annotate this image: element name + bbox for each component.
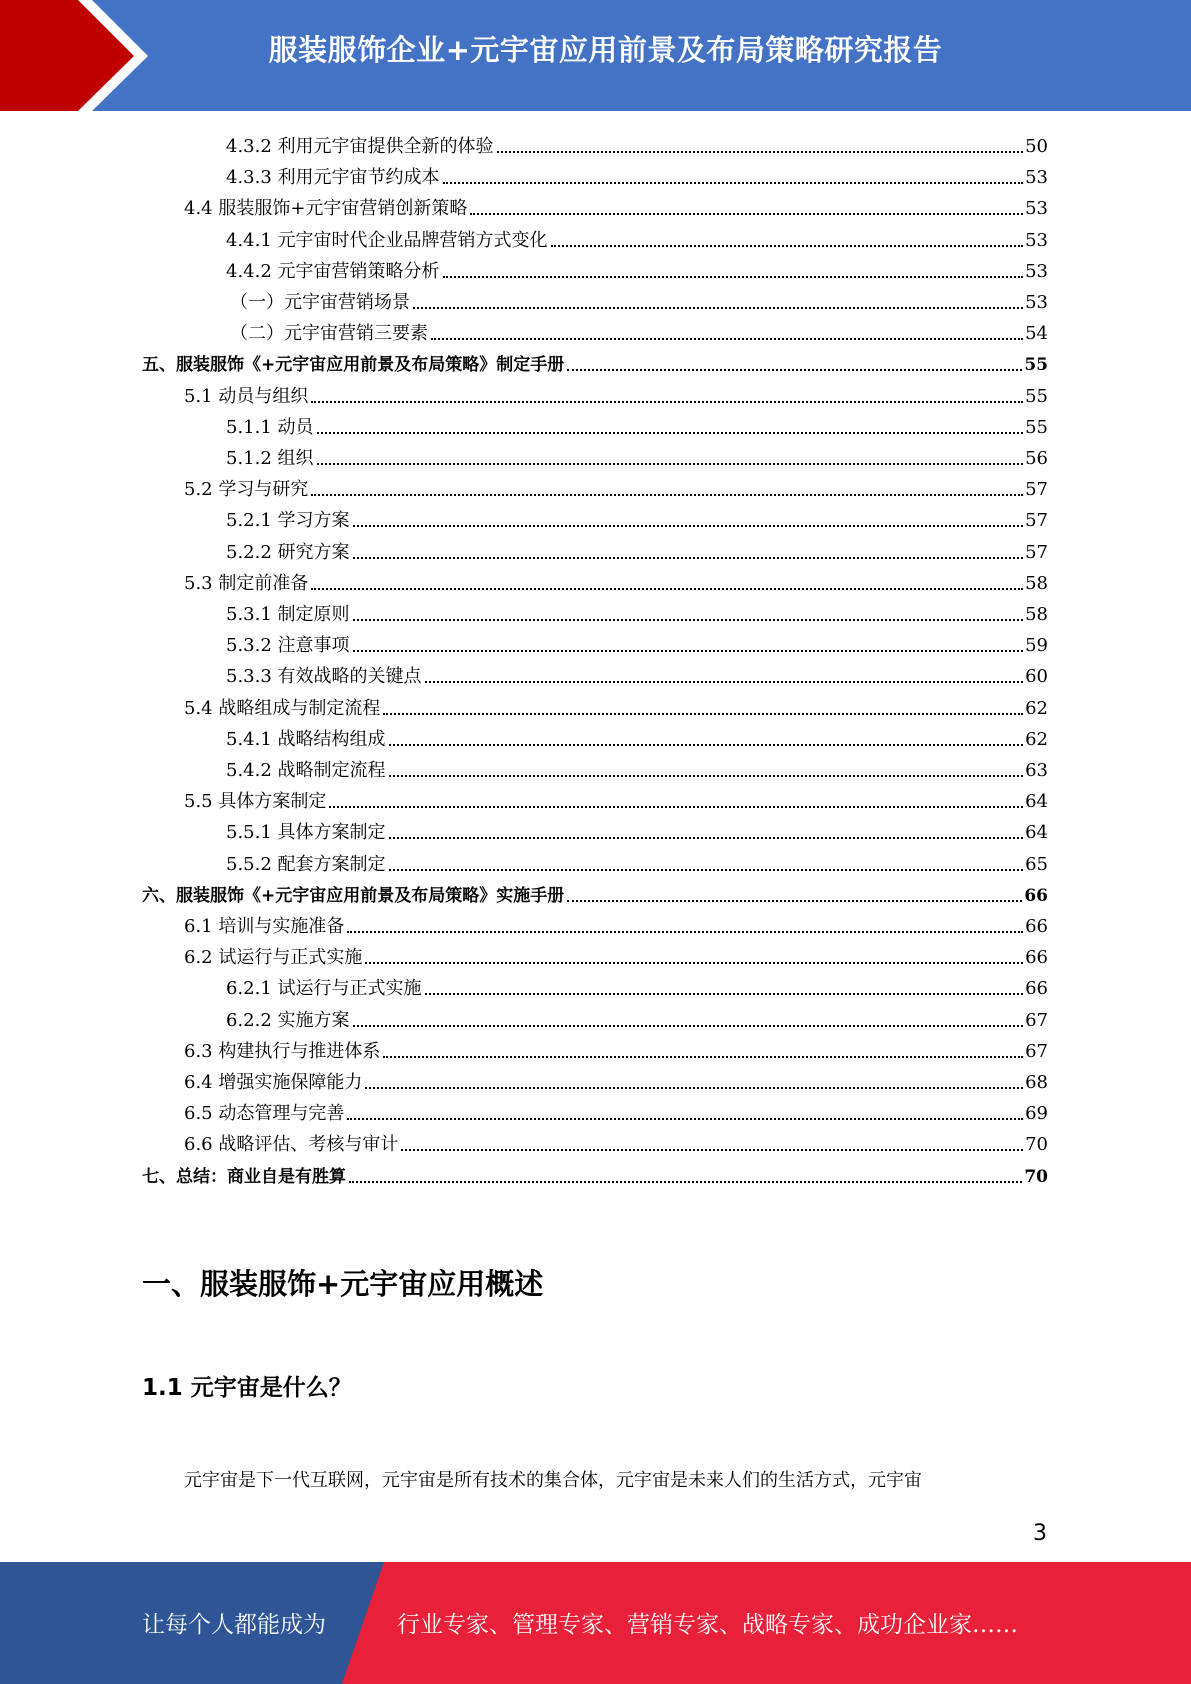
toc-leader-dots	[365, 962, 1023, 964]
toc-entry[interactable]	[226, 720, 1048, 751]
toc-entry-page: 66	[1025, 978, 1048, 1000]
toc-entry[interactable]	[226, 252, 1048, 283]
body-paragraph: 元宇宙是下一代互联网，元宇宙是所有技术的集合体，元宇宙是未来人们的生活方式，元宇宙	[184, 1470, 922, 1491]
toc-entry-page: 66	[1024, 885, 1048, 906]
toc-entry-page: 53	[1025, 167, 1048, 189]
toc-entry-page: 53	[1025, 198, 1048, 220]
toc-entry-page: 70	[1024, 1166, 1048, 1187]
toc-entry-label: 5.1.2 组织	[226, 448, 314, 469]
toc-entry[interactable]	[142, 876, 1048, 907]
toc-leader-dots	[389, 869, 1024, 871]
section-heading: 一、服装服饰+元宇宙应用概述	[142, 1267, 544, 1301]
subsection-heading: 1.1 元宇宙是什么？	[142, 1375, 352, 1401]
toc-entry-label: 五、服装服饰《+元宇宙应用前景及布局策略》制定手册	[142, 355, 565, 376]
toc-entry-page: 70	[1025, 1134, 1048, 1156]
toc-leader-dots	[425, 681, 1024, 683]
footer-slogan-left: 让每个人都能成为	[142, 1612, 326, 1638]
toc-entry-label: （一）元宇宙营销场景	[230, 292, 410, 313]
toc-entry-page: 67	[1025, 1040, 1048, 1062]
toc-leader-dots	[347, 1118, 1023, 1120]
toc-leader-dots	[353, 557, 1024, 559]
toc-entry-label: 5.4.1 战略结构组成	[226, 728, 386, 750]
toc-entry-page: 53	[1025, 292, 1048, 313]
toc-entry[interactable]	[184, 907, 1048, 938]
toc-entry[interactable]	[226, 751, 1048, 782]
toc-leader-dots	[497, 151, 1024, 153]
toc-leader-dots	[311, 401, 1023, 403]
toc-leader-dots	[317, 463, 1024, 465]
page-header	[0, 0, 1191, 111]
toc-leader-dots	[349, 1181, 1022, 1183]
toc-entry-label: 5.3.2 注意事项	[226, 635, 350, 657]
toc-entry[interactable]	[226, 657, 1048, 688]
toc-entry-label: 5.2 学习与研究	[184, 479, 309, 501]
toc-entry-page: 57	[1025, 510, 1048, 532]
toc-entry-label: 5.4 战略组成与制定流程	[184, 697, 381, 719]
toc-leader-dots	[443, 182, 1024, 184]
toc-entry-page: 63	[1025, 760, 1048, 781]
toc-entry-label: 5.1.1 动员	[226, 416, 314, 438]
toc-entry-page: 55	[1025, 385, 1048, 407]
toc-entry-label: 5.2.2 研究方案	[226, 541, 350, 563]
toc-entry-label: 4.4.1 元宇宙时代企业品牌营销方式变化	[226, 229, 548, 251]
toc-entry[interactable]	[226, 158, 1048, 189]
toc-entry-label: 5.3.1 制定原则	[226, 604, 350, 625]
toc-entry-page: 64	[1025, 791, 1048, 813]
toc-entry-label: 5.3.3 有效战略的关键点	[226, 666, 422, 688]
toc-entry-page: 56	[1025, 448, 1048, 469]
toc-leader-dots	[425, 993, 1024, 995]
toc-entry[interactable]	[142, 1157, 1048, 1188]
toc-leader-dots	[347, 931, 1023, 933]
toc-entry-page: 62	[1025, 728, 1048, 750]
toc-leader-dots	[431, 338, 1023, 340]
toc-entry-label: 5.2.1 学习方案	[226, 510, 350, 532]
toc-entry[interactable]	[226, 626, 1048, 657]
toc-entry-label: 5.5.2 配套方案制定	[226, 853, 386, 875]
toc-leader-dots	[389, 744, 1024, 746]
toc-entry[interactable]	[184, 1063, 1048, 1094]
toc-entry[interactable]	[226, 969, 1048, 1000]
toc-entry[interactable]	[184, 377, 1048, 408]
toc-leader-dots	[470, 213, 1023, 215]
toc-entry[interactable]	[226, 595, 1048, 626]
toc-entry[interactable]	[184, 1094, 1048, 1125]
toc-entry[interactable]	[184, 1032, 1048, 1063]
toc-entry-page: 59	[1025, 635, 1048, 657]
toc-leader-dots	[311, 588, 1023, 590]
toc-entry-label: 6.6 战略评估、考核与审计	[184, 1134, 399, 1156]
toc-entry-page: 50	[1025, 136, 1048, 157]
toc-entry-label: （二）元宇宙营销三要素	[230, 323, 428, 345]
toc-entry-page: 60	[1025, 666, 1048, 688]
page-footer	[0, 1562, 1191, 1684]
toc-entry[interactable]	[226, 813, 1048, 844]
toc-entry[interactable]	[230, 314, 1048, 345]
toc-entry-label: 六、服装服饰《+元宇宙应用前景及布局策略》实施手册	[142, 885, 565, 906]
toc-leader-dots	[353, 525, 1024, 527]
toc-entry-label: 4.3.3 利用元宇宙节约成本	[226, 167, 440, 189]
toc-entry-label: 5.1 动员与组织	[184, 385, 309, 407]
toc-entry[interactable]	[184, 689, 1048, 720]
toc-entry[interactable]	[230, 283, 1048, 314]
toc-entry-label: 5.4.2 战略制定流程	[226, 760, 386, 781]
toc-entry-label: 5.5.1 具体方案制定	[226, 822, 386, 844]
toc-entry-page: 58	[1025, 604, 1048, 625]
toc-entry[interactable]	[184, 564, 1048, 595]
toc-leader-dots	[401, 1149, 1023, 1151]
toc-entry-label: 4.4.2 元宇宙营销策略分析	[226, 260, 440, 282]
toc-entry-label: 6.2 试运行与正式实施	[184, 947, 363, 969]
toc-leader-dots	[383, 1056, 1023, 1058]
toc-entry-page: 55	[1024, 355, 1048, 376]
toc-entry-page: 58	[1025, 572, 1048, 594]
toc-entry-page: 57	[1025, 541, 1048, 563]
toc-entry-page: 64	[1025, 822, 1048, 844]
toc-leader-dots	[353, 619, 1024, 621]
toc-entry-label: 4.4 服装服饰+元宇宙营销创新策略	[184, 198, 468, 220]
toc-entry-label: 七、总结：商业自是有胜算	[142, 1166, 346, 1187]
toc-leader-dots	[353, 650, 1024, 652]
toc-entry-label: 6.4 增强实施保障能力	[184, 1072, 363, 1093]
toc-leader-dots	[317, 432, 1024, 434]
toc-leader-dots	[413, 307, 1023, 309]
toc-leader-dots	[329, 806, 1023, 808]
toc-entry-label: 6.1 培训与实施准备	[184, 916, 345, 937]
toc-entry[interactable]	[226, 221, 1048, 252]
toc-entry-label: 6.2.2 实施方案	[226, 1009, 350, 1031]
toc-leader-dots	[551, 245, 1024, 247]
toc-leader-dots	[443, 276, 1024, 278]
toc-leader-dots	[353, 1025, 1024, 1027]
toc-leader-dots	[567, 900, 1022, 902]
toc-entry[interactable]	[184, 1125, 1048, 1156]
toc-entry[interactable]	[226, 1001, 1048, 1032]
toc-leader-dots	[365, 1087, 1023, 1089]
toc-entry-page: 55	[1025, 416, 1048, 438]
toc-entry[interactable]	[226, 408, 1048, 439]
toc-entry-page: 68	[1025, 1072, 1048, 1093]
toc-entry[interactable]	[184, 782, 1048, 813]
toc-entry[interactable]	[226, 845, 1048, 876]
toc-entry[interactable]	[184, 470, 1048, 501]
toc-entry-page: 65	[1025, 853, 1048, 875]
toc-entry-page: 53	[1025, 229, 1048, 251]
toc-entry-page: 66	[1025, 947, 1048, 969]
toc-entry-page: 62	[1025, 697, 1048, 719]
page-number: 3	[1033, 1521, 1047, 1546]
toc-entry[interactable]	[226, 127, 1048, 158]
toc-entry-label: 6.5 动态管理与完善	[184, 1103, 345, 1125]
toc-entry-label: 6.3 构建执行与推进体系	[184, 1040, 381, 1062]
toc-entry-label: 4.3.2 利用元宇宙提供全新的体验	[226, 136, 494, 157]
toc-entry-page: 54	[1025, 323, 1048, 345]
footer-slogan-right: 行业专家、管理专家、营销专家、战略专家、成功企业家……	[397, 1612, 1018, 1638]
report-title: 服装服饰企业+元宇宙应用前景及布局策略研究报告	[268, 33, 943, 67]
toc-entry-page: 53	[1025, 260, 1048, 282]
toc-entry[interactable]	[226, 533, 1048, 564]
toc-entry[interactable]	[142, 345, 1048, 376]
toc-entry-page: 66	[1025, 916, 1048, 937]
toc-entry-page: 69	[1025, 1103, 1048, 1125]
toc-leader-dots	[567, 369, 1022, 371]
toc-entry[interactable]	[226, 439, 1048, 470]
toc-entry[interactable]	[184, 189, 1048, 220]
toc-leader-dots	[389, 837, 1024, 839]
toc-entry-label: 6.2.1 试运行与正式实施	[226, 978, 422, 1000]
toc-leader-dots	[311, 494, 1023, 496]
toc-entry-page: 67	[1025, 1009, 1048, 1031]
toc-entry[interactable]	[184, 938, 1048, 969]
toc-leader-dots	[389, 775, 1024, 777]
toc-entry[interactable]	[226, 501, 1048, 532]
toc-entry-label: 5.3 制定前准备	[184, 572, 309, 594]
toc-leader-dots	[383, 713, 1023, 715]
toc-entry-label: 5.5 具体方案制定	[184, 791, 327, 813]
toc-entry-page: 57	[1025, 479, 1048, 501]
